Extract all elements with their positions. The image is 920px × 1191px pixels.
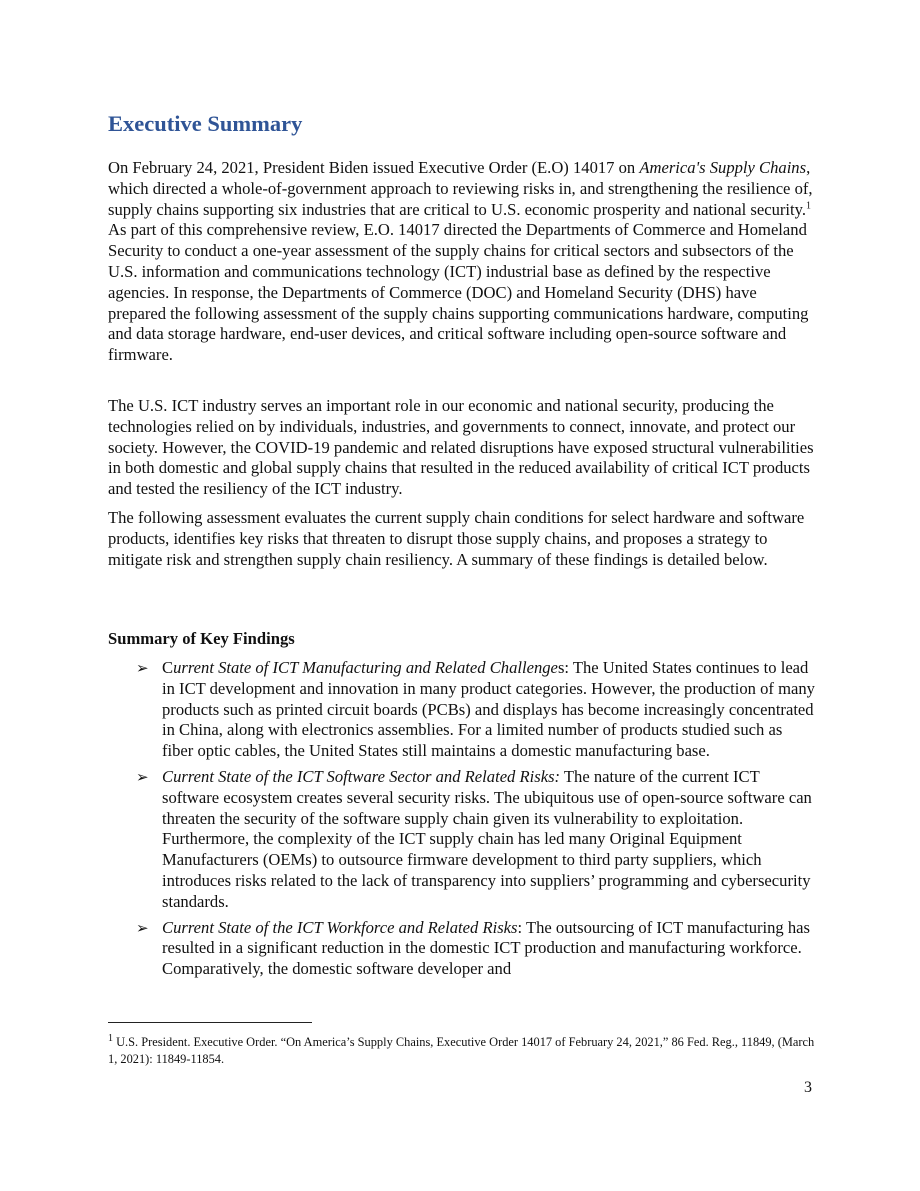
intro-text-d: As part of this comprehensive review, E.O. 14017 directed the Departments of Commerce and Homeland Security to conduct a one-year assessment of the supply chains for critical sectors and subsectors of the U.S. information and communications technology (ICT) industrial base as defined by the respective agencies. In response, the Departments of Commerce (DOC) and Homeland Security (DHS) have prepared the following assessment of the supply chains supporting communications hardware, computing and data storage hardware, end-user devices, and critical software including open-source software and firmware. (108, 220, 809, 365)
finding-item-workforce (108, 918, 816, 980)
footnote (108, 1034, 816, 1067)
finding-title: Current State of the ICT Workforce and Related Risks (162, 917, 518, 937)
eo-title-italic: America's Supply Chains (639, 158, 807, 177)
finding-body: : The United States continues to lead in ICT development and innovation in many product categories. However, the production of many products such as printed circuit boards (PCBs) and displays has become increasingly concentrated in China, along with electronics assemblies. For a limited number of products studied such as fiber optic cables, the United States still maintains a domestic manufacturing base. (162, 658, 815, 761)
footnote-reference[interactable]: 1 (806, 200, 812, 212)
finding-body: : The outsourcing of ICT manufacturing has resulted in a significant reduction in the domestic ICT production and manufacturing workforce. Comparatively, the domestic software developer and (162, 917, 810, 979)
finding-body: The nature of the current ICT software ecosystem creates several security risks. The ubiquitous use of open-source software can threaten the security of the software supply chain given its vulnerability to exploitation. Furthermore, the complexity of the ICT supply chain has led many Original Equipment Manufacturers (OEMs) to outsource firmware development to third party suppliers, which introduces risks related to the lack of transparency into suppliers’ programming and cybersecurity standards. (162, 766, 812, 911)
assessment-paragraph: The following assessment evaluates the current supply chain conditions for select hardware and software products, identifies key risks that threaten to disrupt those supply chains, and proposes a strategy to mitigate risk and strengthen supply chain resiliency. A summary of these findings is detailed below. (108, 508, 805, 569)
finding-item-manufacturing (108, 658, 816, 762)
finding-item-software (108, 767, 816, 913)
finding-title: Current State of the ICT Software Sector and Related Risks: (162, 766, 561, 786)
ict-importance-paragraph: The U.S. ICT industry serves an important role in our economic and national security, producing the technologies relied on by individuals, industries, and governments to connect, innovate, and protect our society. However, the COVID-19 pandemic and related disruptions have exposed structural vulnerabilities in both domestic and global supply chains that resulted in the reduced availability of critical ICT products and tested the resiliency of the ICT industry. (108, 396, 814, 499)
footnote-marker: 1 (108, 1032, 113, 1044)
finding-title-pre: C (162, 658, 174, 677)
page-number: 3 (804, 1079, 812, 1096)
key-findings-heading: Summary of Key Findings (108, 629, 295, 648)
section-heading: Executive Summary (108, 111, 303, 136)
arrow-bullet-icon: ➢ (136, 659, 149, 677)
intro-text-a: On February 24, 2021, President Biden issued Executive Order (E.O) 14017 on (108, 158, 640, 177)
key-findings-list (108, 658, 816, 985)
intro-paragraph (108, 158, 816, 366)
footnote-separator (108, 1022, 312, 1023)
arrow-bullet-icon: ➢ (136, 918, 149, 937)
finding-title-post: s (557, 658, 565, 677)
intro-text-c: , which directed a whole-of-government approach to reviewing risks in, and strengthening the resilience of, supply chains supporting six industries that are critical to U.S. economic prosperity and national security. (108, 158, 813, 219)
arrow-bullet-icon: ➢ (136, 767, 149, 786)
footnote-text: U.S. President. Executive Order. “On America’s Supply Chains, Executive Order 14017 of February 24, 2021,” 86 Fed. Reg., 11849, (March 1, 2021): 11849-11854. (108, 1035, 815, 1066)
finding-title: urrent State of ICT Manufacturing and Related Challenge (173, 658, 558, 677)
